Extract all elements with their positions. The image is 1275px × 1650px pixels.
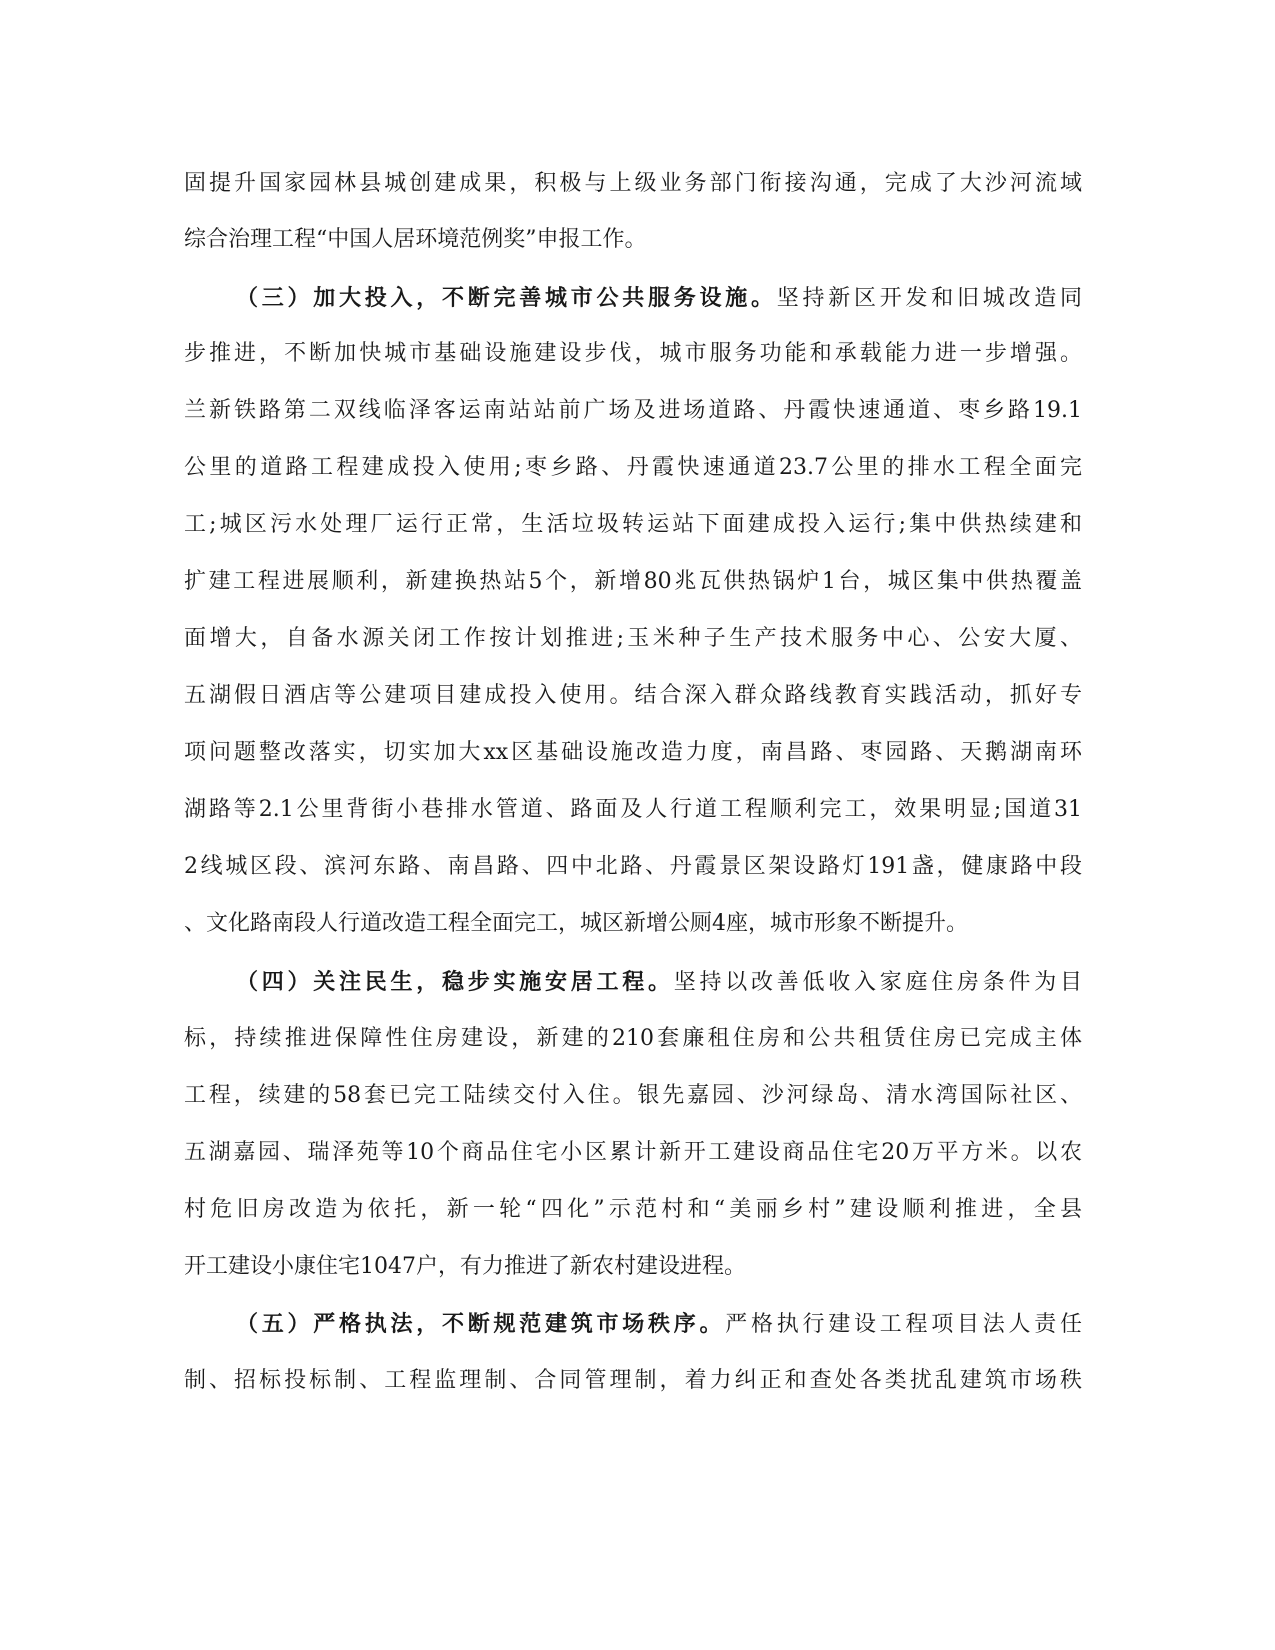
text-line: 、文化路南段人行道改造工程全面完工，城区新增公厕4座，城市形象不断提升。 <box>184 911 968 936</box>
text-line: 标，持续推进保障性住房建设，新建的210套廉租住房和公共租赁住房已完成主体 <box>184 1026 1082 1051</box>
text-line: 兰新铁路第二双线临泽客运南站站前广场及进场道路、丹霞快速通道、枣乡路19.1 <box>184 398 1082 423</box>
text-line: 扩建工程进展顺利，新建换热站5个，新增80兆瓦供热锅炉1台，城区集中供热覆盖 <box>184 569 1082 594</box>
text-line <box>236 1309 1082 1340</box>
text-line: 村危旧房改造为依托，新一轮“四化”示范村和“美丽乡村”建设顺利推进，全县 <box>184 1197 1082 1222</box>
text-line: 面增大，自备水源关闭工作按计划推进;玉米种子生产技术服务中心、公安大厦、 <box>184 626 1082 651</box>
text-line <box>236 967 1082 998</box>
text-line: 开工建设小康住宅1047户，有力推进了新农村建设进程。 <box>184 1254 746 1279</box>
section-heading: （五）严格执法，不断规范建筑市场秩序。 <box>236 1311 726 1337</box>
text-line: 步推进，不断加快城市基础设施建设步伐，城市服务功能和承载能力进一步增强。 <box>184 341 1082 366</box>
text-line: 综合治理工程“中国人居环境范例奖”申报工作。 <box>184 227 647 252</box>
text-line: 固提升国家园林县城创建成果，积极与上级业务部门衔接沟通，完成了大沙河流域 <box>184 171 1082 196</box>
text-run: 坚持新区开发和旧城改造同 <box>776 286 1082 311</box>
text-run: 坚持以改善低收入家庭住房条件为目 <box>673 970 1082 995</box>
text-run: 严格执行建设工程项目法人责任 <box>725 1312 1082 1337</box>
text-line: 公里的道路工程建成投入使用;枣乡路、丹霞快速通道23.7公里的排水工程全面完 <box>184 455 1082 480</box>
text-line: 制、招标投标制、工程监理制、合同管理制，着力纠正和查处各类扰乱建筑市场秩 <box>184 1368 1082 1393</box>
text-line: 五湖假日酒店等公建项目建成投入使用。结合深入群众路线教育实践活动，抓好专 <box>184 683 1082 708</box>
section-heading: （三）加大投入，不断完善城市公共服务设施。 <box>236 285 777 311</box>
text-line: 项问题整改落实，切实加大xx区基础设施改造力度，南昌路、枣园路、天鹅湖南环 <box>184 740 1082 765</box>
section-heading: （四）关注民生，稳步实施安居工程。 <box>236 969 674 995</box>
text-line: 工;城区污水处理厂运行正常，生活垃圾转运站下面建成投入运行;集中供热续建和 <box>184 512 1082 537</box>
text-line <box>236 283 1082 314</box>
text-line: 湖路等2.1公里背街小巷排水管道、路面及人行道工程顺利完工，效果明显;国道31 <box>184 797 1082 822</box>
text-line: 2线城区段、滨河东路、南昌路、四中北路、丹霞景区架设路灯191盏，健康路中段 <box>184 854 1082 879</box>
text-line: 五湖嘉园、瑞泽苑等10个商品住宅小区累计新开工建设商品住宅20万平方米。以农 <box>184 1140 1082 1165</box>
text-line: 工程，续建的58套已完工陆续交付入住。银先嘉园、沙河绿岛、清水湾国际社区、 <box>184 1083 1082 1108</box>
